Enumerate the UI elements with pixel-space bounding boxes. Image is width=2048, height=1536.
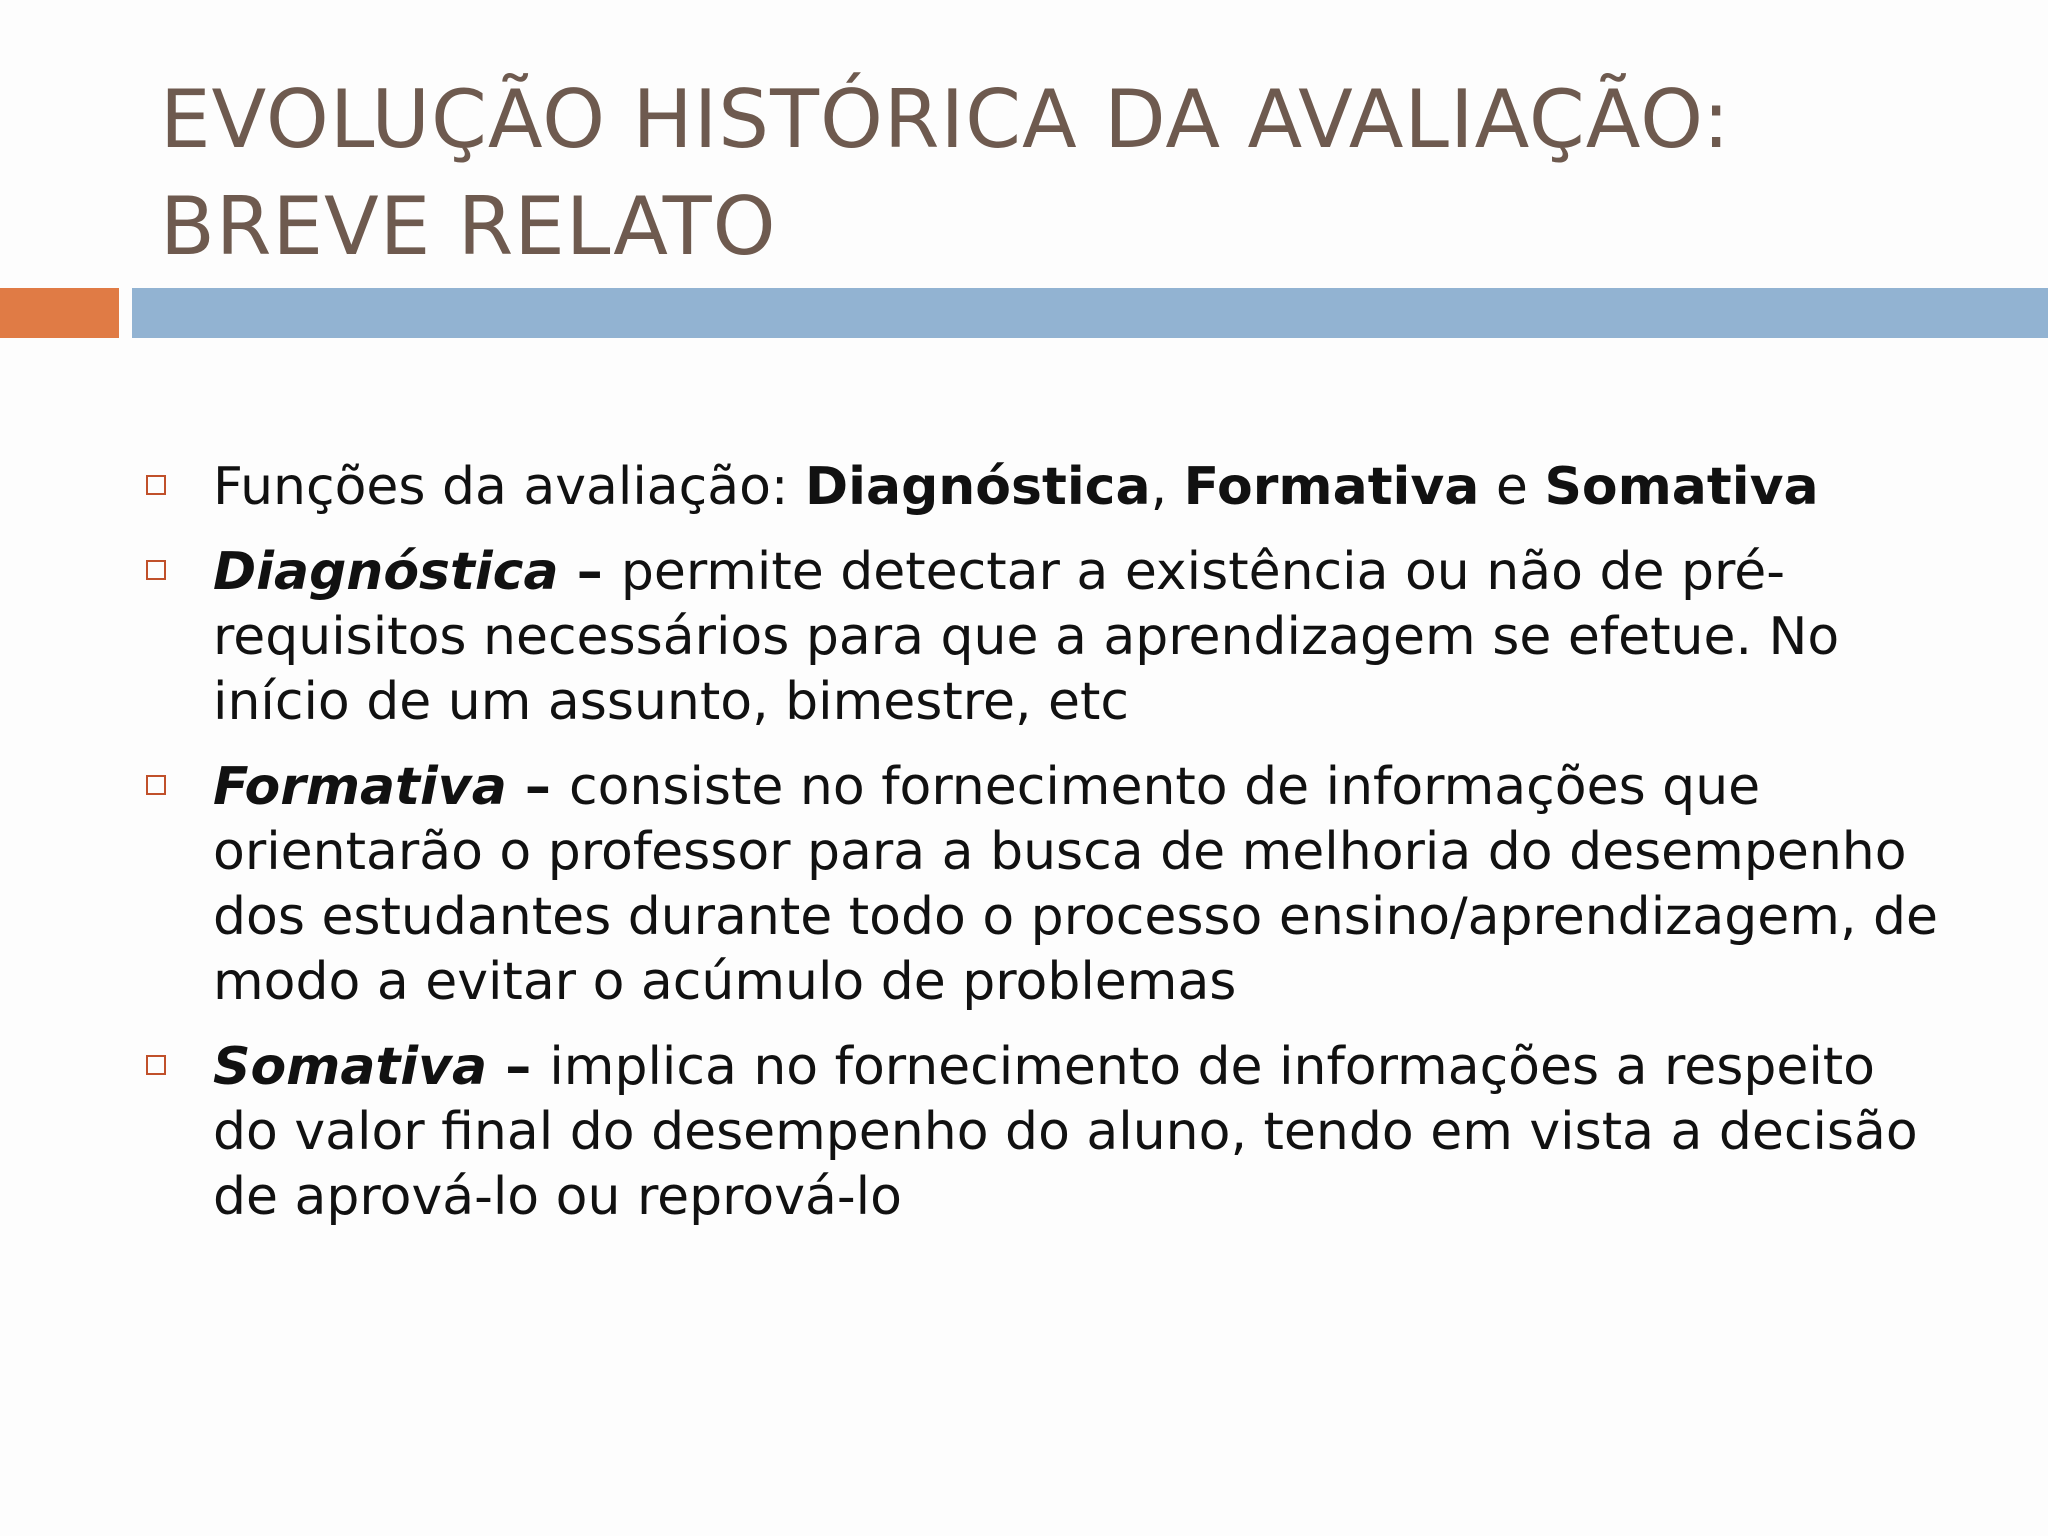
square-outline-icon	[146, 1055, 166, 1075]
square-outline-icon	[146, 560, 166, 580]
bullet-term-somativa: Somativa	[1544, 457, 1819, 517]
bullet-term: Formativa	[213, 757, 507, 817]
bullet-item-diagnostica	[146, 540, 1946, 735]
bullet-dash: –	[506, 757, 570, 817]
title-accent-bar	[0, 288, 119, 338]
bullet-item-formativa	[146, 755, 1946, 1015]
bullet-list	[146, 455, 1946, 1250]
slide-title: EVOLUÇÃO HISTÓRICA DA AVALIAÇÃO: BREVE RELATO	[160, 73, 1731, 273]
bullet-dash: –	[487, 1037, 550, 1097]
bullet-item-somativa	[146, 1035, 1946, 1230]
bullet-description: permite detectar a existência ou não de pré-requisitos necessários para que a aprendizagem se efetue. No início de um assunto, bimestre, etc	[213, 542, 1840, 732]
square-outline-icon	[146, 775, 166, 795]
bullet-text-intro: Funções da avaliação:	[213, 457, 805, 517]
bullet-description: consiste no fornecimento de informações que orientarão o professor para a busca de melhoria do desempenho dos estudantes durante todo o processo ensino/aprendizagem, de modo a evitar o acúmulo de problemas	[213, 757, 1939, 1012]
bullet-conjunction: e	[1479, 457, 1545, 517]
square-outline-icon	[146, 475, 166, 495]
bullet-description: implica no fornecimento de informações a respeito do valor final do desempenho do aluno, tendo em vista a decisão de aprová-lo ou reprová-lo	[213, 1037, 1918, 1227]
bullet-item-functions	[146, 455, 1946, 520]
bullet-term: Somativa	[213, 1037, 488, 1097]
bullet-term-diagnostica: Diagnóstica	[804, 457, 1151, 517]
bullet-term-formativa: Formativa	[1183, 457, 1480, 517]
bullet-separator: ,	[1150, 457, 1184, 517]
bullet-term: Diagnóstica	[213, 542, 559, 602]
title-underline-bar	[132, 288, 2048, 338]
bullet-dash: –	[558, 542, 621, 602]
